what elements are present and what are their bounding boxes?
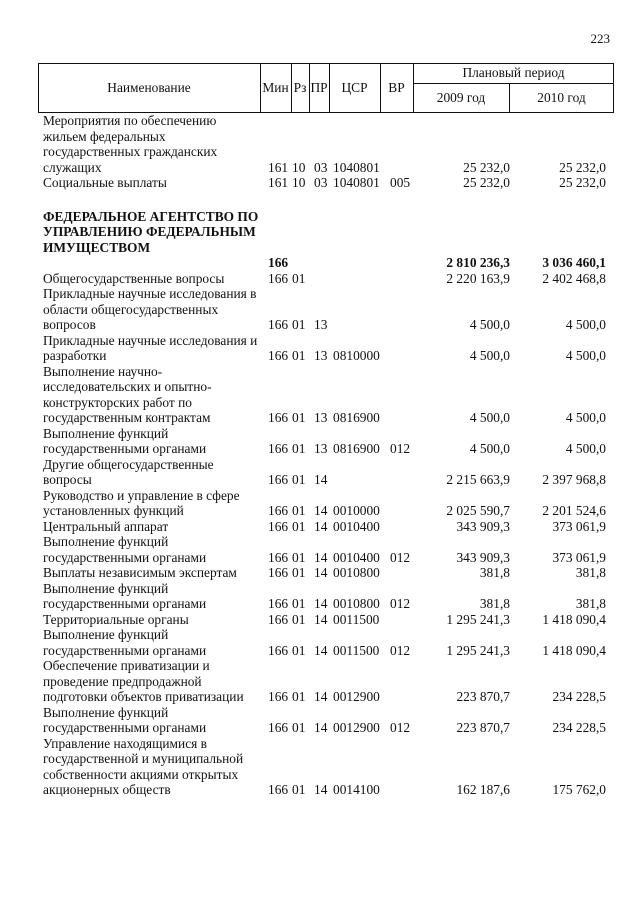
row-name: Выполнение функций государственными органами (43, 627, 207, 658)
header-vr: ВР (388, 80, 405, 95)
row-pr: 13 (314, 348, 328, 363)
row-min: 166 (268, 720, 289, 735)
row-codes (268, 410, 380, 426)
row-min: 166 (268, 270, 289, 286)
header-pr: ПР (310, 80, 328, 95)
row-vr: 012 (390, 441, 411, 456)
row-name: Выполнение функций государственными органами (43, 704, 207, 735)
row-csr: 0010800 (333, 596, 380, 611)
row-name: ФЕДЕРАЛЬНОЕ АГЕНТСТВО ПО УПРАВЛЕНИЮ ФЕДЕРАЛЬНЫМ ИМУЩЕСТВОМ (43, 208, 259, 255)
row-codes (268, 348, 380, 364)
row-rz: 01 (292, 270, 306, 286)
row-min: 166 (268, 611, 289, 627)
table-row (0, 488, 640, 519)
row-min: 166 (268, 472, 289, 487)
header-year-2009: 2009 год (436, 90, 486, 105)
row-min: 166 (268, 689, 289, 704)
row-rz: 01 (292, 720, 306, 735)
row-name: Центральный аппарат (43, 518, 169, 534)
row-vr: 005 (390, 175, 411, 190)
row-min: 166 (268, 596, 289, 611)
row-csr: 0010800 (333, 565, 380, 580)
row-name: Выполнение функций государственными органами (43, 580, 207, 611)
row-min: 166 (268, 549, 289, 565)
row-value-2010: 381,8 (575, 596, 606, 611)
row-csr: 0011500 (333, 642, 380, 658)
table-row (0, 627, 640, 658)
row-value-2010: 4 500,0 (565, 348, 606, 363)
row-pr: 14 (314, 596, 328, 611)
row-rz: 01 (292, 441, 306, 456)
row-rz: 01 (292, 348, 306, 363)
header-csr: ЦСР (341, 80, 368, 95)
row-value-2009: 343 909,3 (456, 549, 510, 565)
row-min: 166 (268, 348, 289, 363)
header-planned-period: Плановый период (462, 65, 565, 80)
row-codes (268, 689, 380, 705)
row-csr: 0014100 (333, 782, 380, 797)
row-value-2010: 4 500,0 (565, 441, 606, 456)
table-row (0, 736, 640, 798)
table-row (0, 457, 640, 488)
row-name: Прикладные научные исследования в области общегосударственных вопросов (43, 286, 257, 332)
row-pr: 14 (314, 565, 328, 580)
row-value-2010: 2 397 968,8 (542, 472, 606, 487)
header-name: Наименование (107, 80, 191, 95)
header-rz: Рз (293, 80, 307, 95)
table-body (0, 113, 640, 798)
row-value-2010: 2 201 524,6 (542, 503, 606, 518)
row-codes (268, 596, 380, 612)
row-codes (268, 271, 333, 287)
row-csr: 0012900 (333, 720, 380, 735)
row-value-2009: 381,8 (479, 596, 510, 611)
row-codes (268, 550, 380, 566)
row-csr: 0012900 (333, 689, 380, 704)
row-pr: 14 (314, 642, 328, 658)
row-name: Выполнение функций государственными органами (43, 425, 207, 456)
row-value-2010: 4 500,0 (565, 410, 606, 425)
row-value-2009: 2 025 590,7 (446, 503, 510, 518)
row-pr: 13 (314, 410, 328, 425)
row-value-2009: 25 232,0 (463, 159, 510, 175)
row-codes (268, 472, 333, 488)
row-csr: 0010000 (333, 503, 380, 518)
row-value-2009: 4 500,0 (469, 410, 510, 425)
row-value-2010: 4 500,0 (565, 317, 606, 332)
page-number: 223 (590, 31, 610, 46)
table-row (0, 658, 640, 705)
row-pr: 13 (314, 317, 328, 332)
row-rz: 01 (292, 689, 306, 704)
row-codes (268, 255, 333, 271)
row-value-2010: 175 762,0 (552, 782, 606, 797)
row-value-2009: 4 500,0 (469, 317, 510, 332)
row-csr: 0011500 (333, 611, 380, 627)
row-value-2009: 223 870,7 (456, 689, 510, 704)
header-year-2010: 2010 год (537, 90, 586, 105)
row-pr: 14 (314, 472, 328, 487)
row-value-2009: 223 870,7 (456, 720, 510, 735)
row-csr: 1040801 (333, 159, 380, 175)
row-pr: 14 (314, 518, 328, 534)
row-vr: 012 (390, 596, 411, 611)
table-row (0, 534, 640, 565)
table-row (0, 612, 640, 628)
row-value-2010: 1 418 090,4 (542, 611, 606, 627)
row-name: Прикладные научные исследования и разработки (43, 332, 258, 363)
row-name: Другие общегосударственные вопросы (43, 456, 214, 487)
table-row (0, 426, 640, 457)
row-value-2009: 25 232,0 (463, 175, 510, 190)
row-rz: 01 (292, 549, 306, 565)
row-value-2010: 25 232,0 (559, 175, 606, 190)
row-value-2009: 4 500,0 (469, 441, 510, 456)
row-min: 166 (268, 642, 289, 658)
table-row (0, 364, 640, 426)
row-rz: 01 (292, 317, 306, 332)
row-value-2009: 4 500,0 (469, 348, 510, 363)
table-row (0, 519, 640, 535)
row-min: 166 (268, 503, 289, 518)
row-codes (268, 317, 333, 333)
row-value-2010: 381,8 (575, 565, 606, 580)
row-codes (268, 503, 380, 519)
row-vr: 012 (390, 642, 411, 658)
row-name: Выплаты независимым экспертам (43, 565, 237, 580)
table-row (0, 113, 640, 175)
row-min: 166 (268, 565, 289, 580)
table-row (0, 175, 640, 191)
row-value-2010: 25 232,0 (559, 159, 606, 175)
row-value-2009: 2 220 163,9 (446, 270, 510, 286)
row-csr: 0816900 (333, 410, 380, 425)
row-value-2010: 3 036 460,1 (542, 255, 606, 270)
table-row (0, 705, 640, 736)
row-csr: 0810000 (333, 348, 380, 363)
row-value-2009: 1 295 241,3 (446, 642, 510, 658)
row-codes (268, 612, 379, 628)
row-value-2010: 234 228,5 (552, 689, 606, 704)
row-rz: 01 (292, 611, 306, 627)
row-name: Управление находящимися в государственной и муниципальной собственности акциями открытых акционерных обществ (43, 735, 244, 797)
row-value-2010: 373 061,9 (552, 549, 606, 565)
row-rz: 01 (292, 518, 306, 534)
table-row (0, 286, 640, 333)
row-rz: 01 (292, 642, 306, 658)
row-vr: 012 (390, 720, 411, 735)
row-pr: 14 (314, 611, 328, 627)
row-value-2009: 343 909,3 (456, 518, 510, 534)
row-codes (268, 519, 380, 535)
row-value-2009: 162 187,6 (456, 782, 510, 797)
row-min: 166 (268, 441, 289, 456)
row-min: 166 (268, 410, 289, 425)
row-pr: 14 (314, 503, 328, 518)
row-name: Обеспечение приватизации и проведение предпродажной подготовки объектов приватизации (43, 658, 244, 704)
row-value-2009: 2 215 663,9 (446, 472, 510, 487)
row-value-2010: 234 228,5 (552, 720, 606, 735)
row-value-2010: 1 418 090,4 (542, 642, 606, 658)
table-row (0, 333, 640, 364)
row-codes (268, 441, 380, 457)
row-pr: 14 (314, 782, 328, 797)
row-min: 166 (268, 518, 289, 534)
row-min: 166 (268, 255, 289, 270)
row-csr: 0010400 (333, 518, 380, 534)
row-name: Выполнение функций государственными органами (43, 534, 207, 565)
header-min: Мин (262, 80, 289, 95)
row-pr: 14 (314, 689, 328, 704)
row-codes (268, 160, 380, 176)
row-rz: 01 (292, 596, 306, 611)
row-pr: 13 (314, 441, 328, 456)
table-row (0, 271, 640, 287)
row-rz: 10 (292, 159, 306, 175)
row-csr: 1040801 (333, 175, 380, 190)
row-codes (268, 782, 380, 798)
row-rz: 01 (292, 503, 306, 518)
row-min: 166 (268, 782, 289, 797)
row-rz: 01 (292, 782, 306, 797)
table-header (38, 63, 614, 113)
row-pr: 03 (314, 175, 328, 190)
row-value-2010: 373 061,9 (552, 518, 606, 534)
row-min: 161 (268, 175, 289, 190)
table-row (0, 581, 640, 612)
row-codes (268, 565, 380, 581)
row-pr: 03 (314, 159, 328, 175)
row-rz: 10 (292, 175, 306, 190)
row-name: Социальные выплаты (43, 175, 167, 190)
row-rz: 01 (292, 410, 306, 425)
row-codes (268, 643, 379, 659)
row-name: Территориальные органы (43, 611, 189, 627)
row-codes (268, 175, 380, 191)
row-min: 166 (268, 317, 289, 332)
row-value-2009: 2 810 236,3 (446, 255, 510, 270)
row-name: Общегосударственные вопросы (43, 270, 225, 286)
table-row (0, 565, 640, 581)
row-value-2009: 381,8 (479, 565, 510, 580)
row-pr: 14 (314, 720, 328, 735)
row-name: Мероприятия по обеспечению жильем федеральных государственных гражданских служащих (43, 113, 218, 175)
row-csr: 0816900 (333, 441, 380, 456)
row-vr: 012 (390, 549, 411, 565)
row-value-2009: 1 295 241,3 (446, 611, 510, 627)
row-value-2010: 2 402 468,8 (542, 270, 606, 286)
row-rz: 01 (292, 565, 306, 580)
row-pr: 14 (314, 549, 328, 565)
row-name: Выполнение научно-исследовательских и опытно-конструкторских работ по государственным контрактам (43, 363, 212, 425)
table-row (0, 209, 640, 271)
row-rz: 01 (292, 472, 306, 487)
row-name: Руководство и управление в сфере установленных функций (43, 487, 240, 518)
row-csr: 0010400 (333, 549, 380, 565)
row-min: 161 (268, 159, 289, 175)
row-codes (268, 720, 380, 736)
